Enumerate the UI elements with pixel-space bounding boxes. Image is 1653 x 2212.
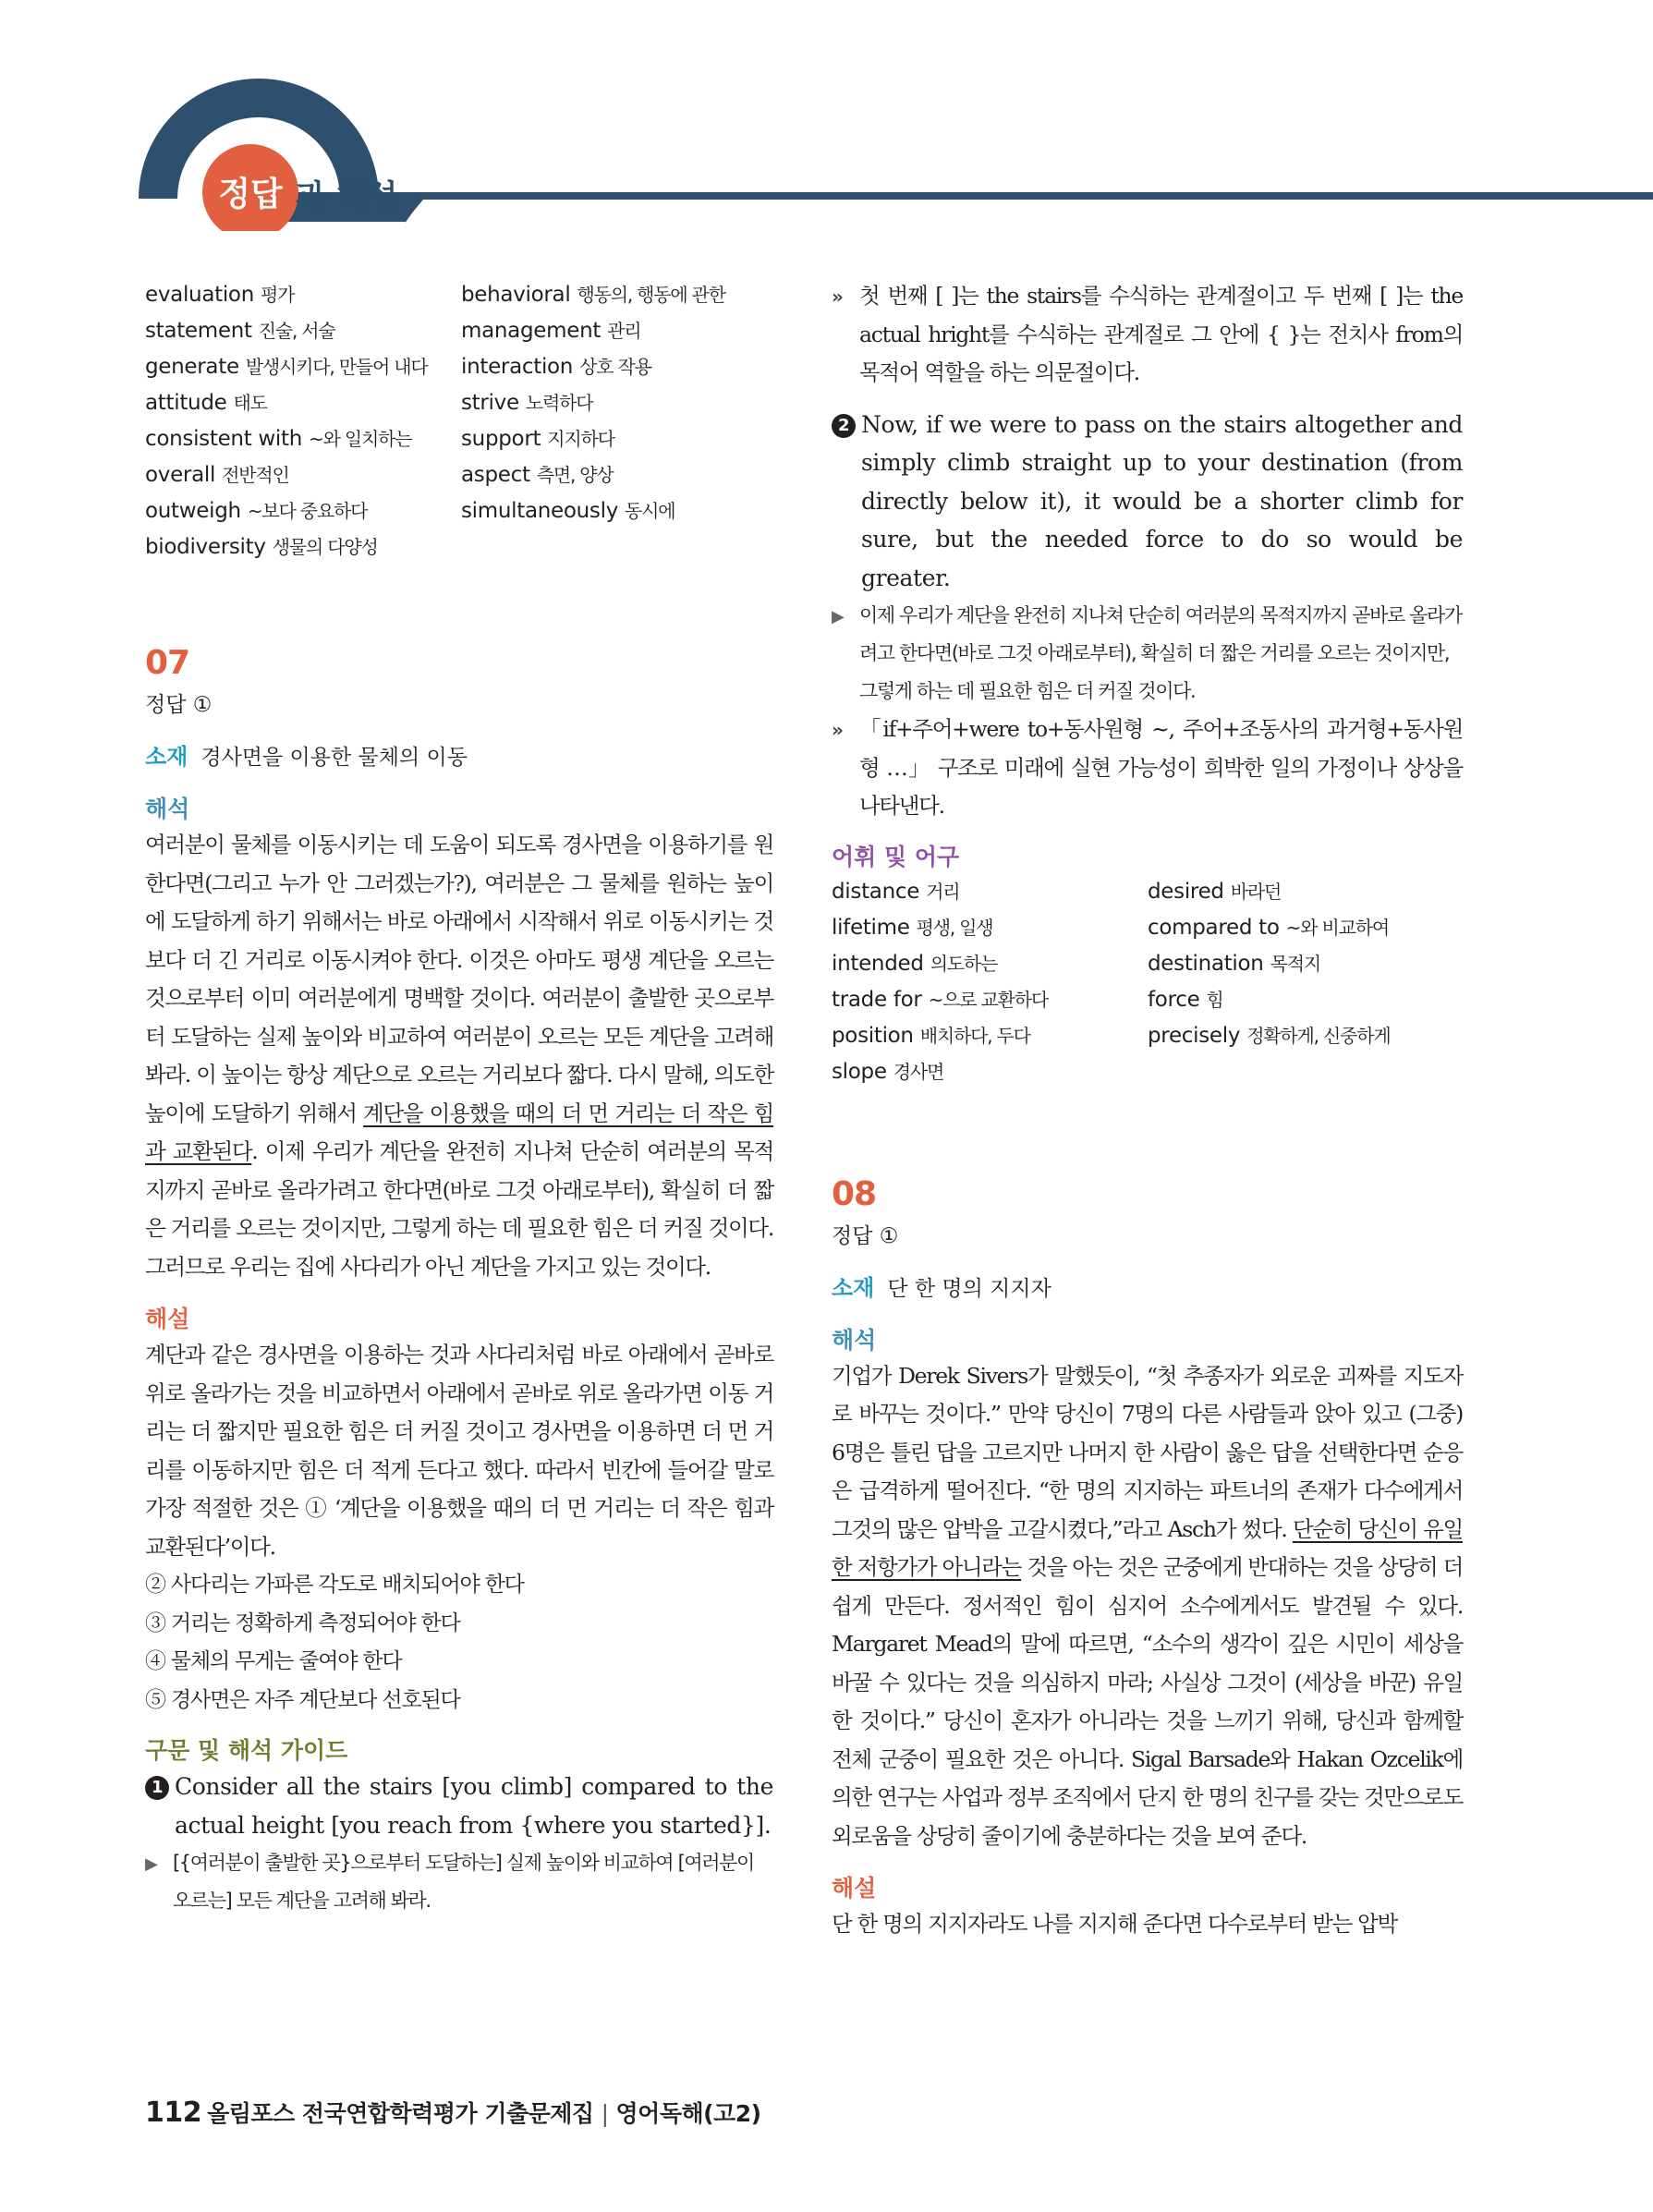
guide-translation-1: ▶ [{여러분이 출발한 곳}으로부터 도달하는] 실제 높이와 비교하여 [여러분이 오르는] 모든 계단을 고려해 봐라. xyxy=(145,1852,754,1912)
vocab-item xyxy=(461,313,773,349)
explanation-text: 단 한 명의 지지자라도 나를 지지해 준다면 다수로부터 받는 압박 xyxy=(832,1911,1397,1937)
topic-line xyxy=(145,738,773,771)
vocab-meaning: 거리 xyxy=(926,880,960,903)
vocab-item xyxy=(832,982,1148,1018)
vocab-meaning: 관리 xyxy=(607,320,641,342)
vocab-term: simultaneously xyxy=(461,499,619,523)
explanation-text: 계단과 같은 경사면을 이용하는 것과 사다리처럼 바로 아래에서 곧바로 위로 올라가는 것을 비교하면서 아래에서 곧바로 위로 올라가면 이동 거리는 더 짧지만 필요한 힘은 더 커질 것이고 경사면을 이용하면 더 먼 거리를 이동하지만 힘은 더 적게 든다고 했다. 따라서 빈칸에 들어갈 말로 가장 적절한 것은 ① ‘계단을 이용했을 때의 더 먼 거리는 더 작은 힘과 교환된다’이다. xyxy=(145,1342,773,1560)
guide-sentence-1: 1 Consider all the stairs [you climb] compared to the actual height [you reach from {where you started}]. xyxy=(145,1768,773,1844)
vocab-item xyxy=(145,421,461,457)
number-2-icon: 2 xyxy=(832,414,856,438)
vocab-term: force xyxy=(1148,987,1200,1012)
vocab-meaning: 측면, 양상 xyxy=(536,464,614,486)
vocab-list xyxy=(145,277,773,565)
vocab-meaning: 평가 xyxy=(261,284,295,306)
grammar-note-2: » 「if+주어+were to+동사원형 ~, 주어+조동사의 과거형+동사원형 …」 구조로 미래에 실현 가능성이 희박한 일의 가정이나 상상을 나타낸다. xyxy=(832,716,1463,819)
explanation-title: 해설 xyxy=(145,1306,190,1332)
topic-text: 단 한 명의 지지자 xyxy=(887,1276,1051,1301)
header-badge: 정답 xyxy=(218,176,283,213)
option-item: ③ 거리는 정확하게 측정되어야 한다 xyxy=(145,1610,460,1635)
vocab-meaning: ~보다 중요하다 xyxy=(247,500,368,522)
vocab-meaning: 의도하는 xyxy=(930,952,998,975)
vocab-meaning: 지지하다 xyxy=(547,428,614,450)
vocab-meaning: 경사면 xyxy=(893,1060,944,1083)
vocab-meaning: 바라던 xyxy=(1230,880,1282,903)
topic-text: 경사면을 이용한 물체의 이동 xyxy=(201,746,468,770)
number-1-icon: 1 xyxy=(145,1776,169,1800)
vocab-item xyxy=(145,493,461,529)
vocab-term: statement xyxy=(145,319,252,343)
vocab-meaning: 목적지 xyxy=(1270,952,1320,975)
question-07 xyxy=(145,644,773,1920)
vocab-item xyxy=(461,457,773,493)
vocab-term: destination xyxy=(1148,951,1264,976)
vocab-item xyxy=(145,313,461,349)
vocab-meaning: 생물의 다양성 xyxy=(272,536,378,558)
vocab-meaning: ~으로 교환하다 xyxy=(928,988,1049,1011)
option-list xyxy=(145,1566,773,1720)
vocab-item xyxy=(832,946,1148,982)
vocab-meaning: 정확하게, 신중하게 xyxy=(1246,1024,1391,1047)
page-footer xyxy=(145,2096,761,2129)
option-item: ② 사다리는 가파른 각도로 배치되어야 한다 xyxy=(145,1573,524,1597)
vocab-list xyxy=(832,874,1463,1090)
vocab-term: distance xyxy=(832,879,920,904)
topic-line xyxy=(832,1270,1463,1302)
question-number: 08 xyxy=(832,1174,877,1213)
vocab-term: aspect xyxy=(461,463,530,487)
vocab-item xyxy=(832,910,1148,946)
vocab-meaning: 상호 작용 xyxy=(579,356,651,378)
vocab-item xyxy=(145,529,461,565)
double-arrow-icon: » xyxy=(832,719,843,741)
translation-text: 여러분이 물체를 이동시키는 데 도움이 되도록 경사면을 이용하기를 원한다면(그리고 누가 안 그러겠는가?), 여러분은 그 물체를 원하는 높이에 도달하게 하기 위해서는 바로 아래에서 시작해서 위로 이동시키는 것보다 더 긴 거리로 이동시켜야 한다. 이것은 아마도 평생 계단을 오르는 것으로부터 이미 여러분에게 명백할 것이다. 여러분이 출발한 곳으로부터 도달하는 실제 높이와 비교하여 여러분이 오르는 모든 계단을 고려해 봐라. 이 높이는 항상 계단으로 오르는 거리보다 짧다. 다시 말해, 의도한 높이에 도달하기 위해서 계단을 이용했을 때의 더 먼 거리는 더 작은 힘과 교환된다. 이제 우리가 계단을 완전히 지나쳐 단순히 여러분의 목적지까지 곧바로 올라가려고 한다면(바로 그것 아래로부터), 확실히 더 짧은 거리를 오르는 것이지만, 그렇게 하는 데 필요한 힘은 더 커질 것이다. 그러므로 우리는 집에 사다리가 아닌 계단을 가지고 있는 것이다. xyxy=(145,832,773,1280)
vocab-term: attitude xyxy=(145,391,227,415)
vocab-term: precisely xyxy=(1148,1023,1241,1048)
vocab-term: compared to xyxy=(1148,915,1280,940)
vocab-term: consistent with xyxy=(145,427,303,451)
vocab-meaning: 노력하다 xyxy=(525,392,593,414)
vocab-meaning: 진술, 서술 xyxy=(258,320,335,342)
vocab-meaning: 행동의, 행동에 관한 xyxy=(577,284,725,306)
vocab-term: biodiversity xyxy=(145,535,266,559)
vocab-item xyxy=(1148,1018,1460,1054)
left-column xyxy=(145,277,773,1920)
subject-title: 영어독해(고2) xyxy=(615,2100,761,2127)
triangle-bullet-icon: ▶ xyxy=(145,1854,157,1874)
vocab-term: generate xyxy=(145,355,239,379)
vocab-meaning: ~와 일치하는 xyxy=(309,428,412,450)
translation-title: 해석 xyxy=(145,796,190,822)
vocab-meaning: 태도 xyxy=(233,392,267,414)
answer-line: 정답 ① xyxy=(145,693,213,717)
vocab-item xyxy=(461,349,773,385)
vocab-item xyxy=(461,277,773,313)
vocab-meaning: 동시에 xyxy=(625,500,675,522)
guide-translation-2: ▶ 이제 우리가 계단을 완전히 지나쳐 단순히 여러분의 목적지까지 곧바로 올라가려고 한다면(바로 그것 아래로부터), 확실히 더 짧은 거리를 오르는 것이지만, 그렇게 하는 데 필요한 힘은 더 커질 것이다. xyxy=(832,604,1462,702)
underlined-answer: 단순히 당신이 유일한 저항가가 아니라는 xyxy=(832,1515,1463,1580)
book-title: 올림포스 전국연합학력평가 기출문제집 xyxy=(207,2100,594,2127)
vocab-term: slope xyxy=(832,1059,887,1084)
vocab-term: position xyxy=(832,1023,914,1048)
vocab-term: overall xyxy=(145,463,216,487)
right-column xyxy=(832,277,1463,1944)
vocab-item xyxy=(145,277,461,313)
topic-label: 소재 xyxy=(145,744,188,770)
triangle-bullet-icon: ▶ xyxy=(832,607,844,626)
vocab-item xyxy=(1148,1054,1460,1090)
vocab-item xyxy=(145,457,461,493)
vocab-term: strive xyxy=(461,391,519,415)
translation-title: 해석 xyxy=(832,1326,877,1354)
vocab-item xyxy=(1148,910,1460,946)
vocab-item xyxy=(832,1018,1148,1054)
vocab-term: desired xyxy=(1148,879,1224,904)
vocab-term: outweigh xyxy=(145,499,241,523)
vocab-meaning: 배치하다, 두다 xyxy=(919,1024,1030,1047)
vocab-term: management xyxy=(461,319,602,343)
vocab-item xyxy=(461,385,773,421)
vocab-item xyxy=(461,493,773,529)
vocab-meaning: 힘 xyxy=(1206,988,1223,1011)
underlined-answer: 계단을 이용했을 때의 더 먼 거리는 더 작은 힘과 교환된다 xyxy=(145,1100,773,1164)
grammar-note-1: » 첫 번째 [ ]는 the stairs를 수식하는 관계절이고 두 번째 [ ]는 the actual hright를 수식하는 관계절로 그 안에 { }는 전치사 from의 목적어 역할을 하는 의문절이다. xyxy=(832,283,1463,385)
guide-sentence-2: 2 Now, if we were to pass on the stairs altogether and simply climb straight up to your destination (from directly below it), it would be a shorter climb for sure, but the needed force to do so would be greater. xyxy=(832,406,1463,598)
answer-line: 정답 ① xyxy=(832,1223,899,1248)
header-rule xyxy=(282,192,1653,222)
vocab-item xyxy=(1148,982,1460,1018)
vocab-item xyxy=(1148,874,1460,910)
double-arrow-icon: » xyxy=(832,286,843,308)
question-08 xyxy=(832,1175,1463,1944)
option-item: ⑤ 경사면은 자주 계단보다 선호된다 xyxy=(145,1687,460,1712)
vocab-term: lifetime xyxy=(832,915,910,940)
section-header xyxy=(0,0,1653,231)
question-number: 07 xyxy=(145,644,190,682)
explanation-title: 해설 xyxy=(832,1875,877,1902)
vocab-item xyxy=(1148,946,1460,982)
vocab-meaning: 전반적인 xyxy=(222,464,289,486)
vocab-title: 어휘 및 어구 xyxy=(832,843,960,870)
vocab-meaning: 발생시키다, 만들어 내다 xyxy=(245,356,428,378)
vocab-term: intended xyxy=(832,951,924,976)
footer-separator: | xyxy=(601,2100,609,2127)
option-item: ④ 물체의 무게는 줄여야 한다 xyxy=(145,1649,402,1673)
vocab-term: evaluation xyxy=(145,283,254,307)
vocab-term: interaction xyxy=(461,355,574,379)
header-title: 과 해설 xyxy=(296,178,398,215)
page-number: 112 xyxy=(145,2097,202,2129)
vocab-item xyxy=(832,1054,1148,1090)
vocab-term: trade for xyxy=(832,987,922,1012)
vocab-meaning: ~와 비교하여 xyxy=(1285,916,1389,939)
vocab-item xyxy=(145,385,461,421)
vocab-meaning: 평생, 일생 xyxy=(916,916,993,939)
vocab-item xyxy=(461,421,773,457)
vocab-item xyxy=(461,529,773,565)
vocab-term: support xyxy=(461,427,541,451)
vocab-item xyxy=(145,349,461,385)
vocab-term: behavioral xyxy=(461,283,571,307)
guide-title: 구문 및 해석 가이드 xyxy=(145,1737,348,1764)
vocab-item xyxy=(832,874,1148,910)
topic-label: 소재 xyxy=(832,1274,875,1301)
translation-text: 기업가 Derek Sivers가 말했듯이, “첫 추종자가 외로운 괴짜를 지도자로 바꾸는 것이다.” 만약 당신이 7명의 다른 사람들과 앉아 있고 (그중) 6명은 틀린 답을 고르지만 나머지 한 사람이 옳은 답을 선택한다면 순응은 급격하게 떨어진다. “한 명의 지지하는 파트너의 존재가 다수에게서 그것의 많은 압박을 고갈시켰다,”라고 Asch가 썼다. 단순히 당신이 유일한 저항가가 아니라는 것을 아는 것은 군중에게 반대하는 것을 상당히 더 쉽게 만든다. 정서적인 힘이 심지어 소수에게서도 발견될 수 있다. Margaret Mead의 말에 따르면, “소수의 생각이 깊은 시민이 세상을 바꿀 수 있다는 것을 의심하지 마라; 사실상 그것이 (세상을 바꾼) 유일한 것이다.” 당신이 혼자가 아니라는 것을 느끼기 위해, 당신과 함께할 전체 군중이 필요한 것은 아니다. Sigal Barsade와 Hakan Ozcelik에 의한 연구는 사업과 정부 조직에서 단지 한 명의 친구를 갖는 것만으로도 외로움을 상당히 줄이기에 충분하다는 것을 보여 준다. xyxy=(832,1362,1463,1849)
